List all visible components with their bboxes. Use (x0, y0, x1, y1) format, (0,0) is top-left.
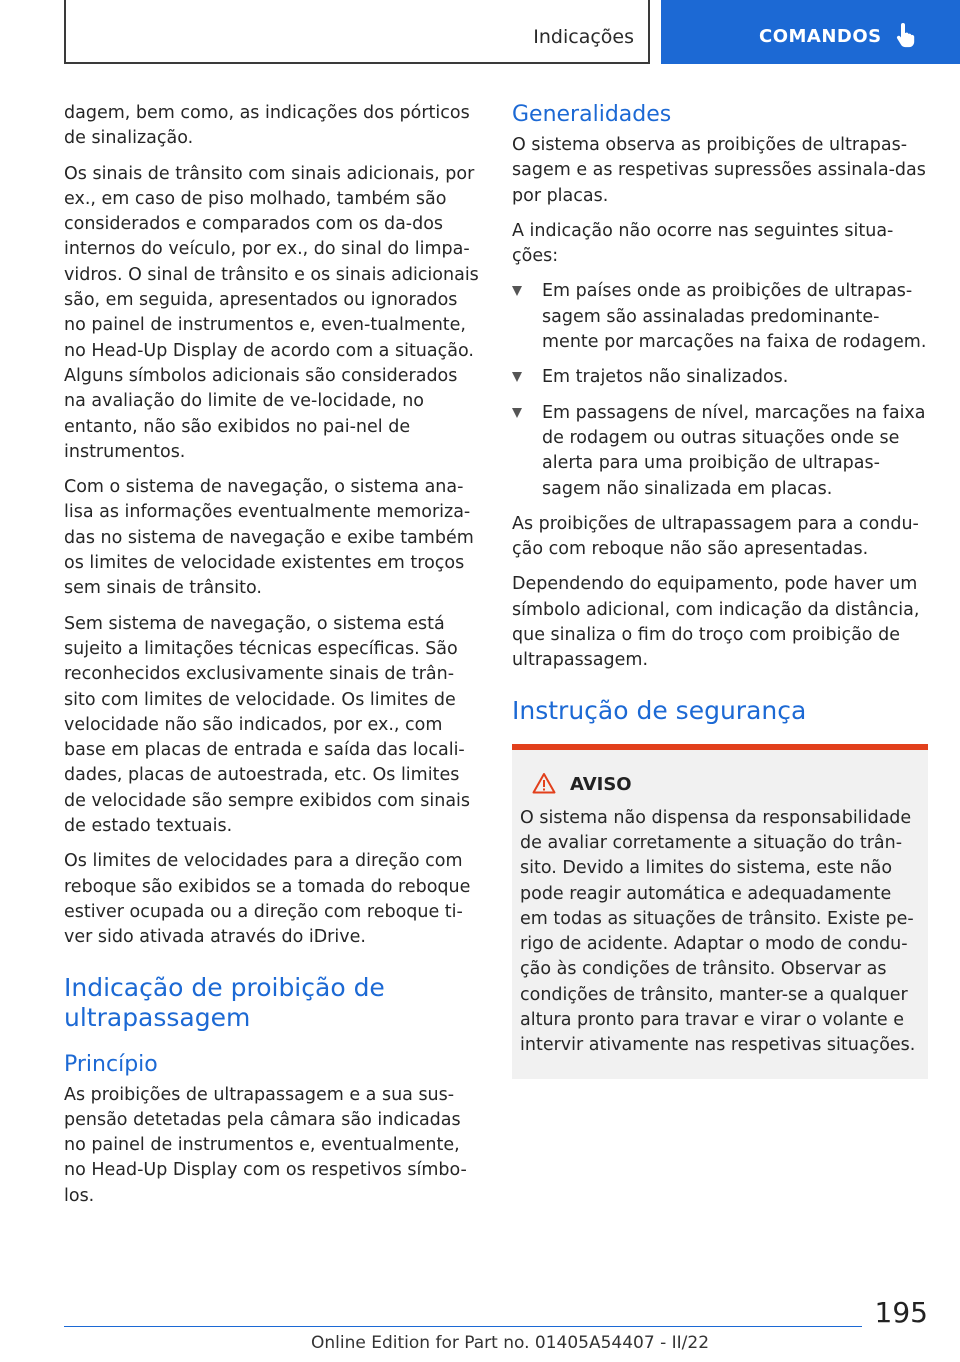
header-section-title: Indicações (533, 26, 634, 48)
list-item: Em países onde as proibições de ultrapas-sagem são assinaladas predominante-mente por marcações na faixa de rodagem. (512, 279, 928, 355)
paragraph: Os limites de velocidades para a direção com reboque são exibidos se a tomada do reboque estiver ocupada ou a direção com reboque ti-ver sido ativada através do iDrive. (64, 851, 471, 948)
paragraph: As proibições de ultrapassagem para a condu-ção com reboque não são apresentadas. (512, 513, 919, 560)
paragraph: dagem, bem como, as indicações dos pórticos de sinalização. (64, 103, 470, 149)
paragraph: O sistema observa as proibições de ultrapas-sagem e as respetivas supressões assinala-das por placas. (512, 135, 926, 206)
header-section-tab (64, 0, 650, 64)
footer-divider (64, 1326, 862, 1327)
paragraph: Os sinais de trânsito com sinais adicionais, por ex., em caso de piso molhado, também são considerados e comparados com os da-dos internos do veículo, por ex., do sinal do limpa-vidros. O sinal de trânsito e os sinais adicionais são, em seguida, apresentados ou ignorados no painel de instrumentos e, even-tualmente, no Head-Up Display de acordo com a situação. Alguns símbolos adicionais são considerados na avaliação do limite de ve-locidade, no entanto, não são exibidos no pai-nel de instrumentos. (64, 163, 479, 462)
paragraph: Dependendo do equipamento, pode haver um símbolo adicional, com indicação da distância, que sinaliza o fim do troço com proibição de ultrapassagem. (512, 574, 920, 671)
subsection-heading: Generalidades (512, 102, 672, 127)
paragraph: As proibições de ultrapassagem e a sua sus-pensão detetadas pela câmara são indicadas no painel de instrumentos e, eventualmente, no Head-Up Display com os respetivos símbo-los. (64, 1084, 467, 1206)
bullet-list (512, 279, 928, 501)
section-heading: Indicação de proibição de ultrapassagem (64, 972, 385, 1032)
list-item: Em trajetos não sinalizados. (512, 365, 928, 390)
warning-title: AVISO (570, 774, 632, 796)
hand-pointer-icon (895, 22, 917, 52)
left-column (64, 101, 480, 1219)
paragraph: A indicação não ocorre nas seguintes situa-ções: (512, 220, 894, 267)
right-column (512, 101, 928, 1079)
subsection-heading: Princípio (64, 1051, 158, 1077)
warning-text: O sistema não dispensa da responsabilidade de avaliar corretamente a situação do trân-sito. Devido a limites do sistema, este não pode reagir automática e adequadamente em todas as situações de trânsito. Existe pe-rigo de acidente. Adaptar o modo de condu-ção às condições de trânsito. Observar as condições de trânsito, manter-se a qualquer altura pronto para travar e virar o volante e intervir ativamente nas respetivas situações. (520, 807, 916, 1056)
warning-box (512, 744, 928, 1079)
section-heading: Instrução de segurança (512, 695, 807, 725)
bullet-triangle-icon (512, 372, 522, 382)
paragraph: Com o sistema de navegação, o sistema ana-lisa as informações eventualmente memoriza-das no sistema de navegação e exibe também os limites de velocidade existentes em troços sem sinais de trânsito. (64, 477, 474, 599)
warning-triangle-icon (532, 772, 556, 798)
footer-edition: Online Edition for Part no. 01405A54407 - II/22 (311, 1333, 710, 1353)
header-chapter-tab (661, 0, 960, 64)
bullet-triangle-icon (512, 286, 522, 296)
page-number: 195 (874, 1296, 928, 1329)
list-item: Em passagens de nível, marcações na faixa de rodagem ou outras situações onde se alerta para uma proibição de ultrapas-sagem não sinalizada em placas. (512, 401, 928, 502)
header-chapter-title: COMANDOS (759, 26, 882, 47)
paragraph: Sem sistema de navegação, o sistema está sujeito a limitações técnicas específicas. São reconhecidos exclusivamente sinais de trân-sito com limites de velocidade. Os limites de velocidade não são indicados, por ex., com base em placas de entrada e saída das locali-dades, placas de autoestrada, etc. Os limites de velocidade são sempre exibidos com sinais de estado textuais. (64, 613, 471, 837)
warning-header (520, 772, 920, 798)
bullet-triangle-icon (512, 408, 522, 418)
